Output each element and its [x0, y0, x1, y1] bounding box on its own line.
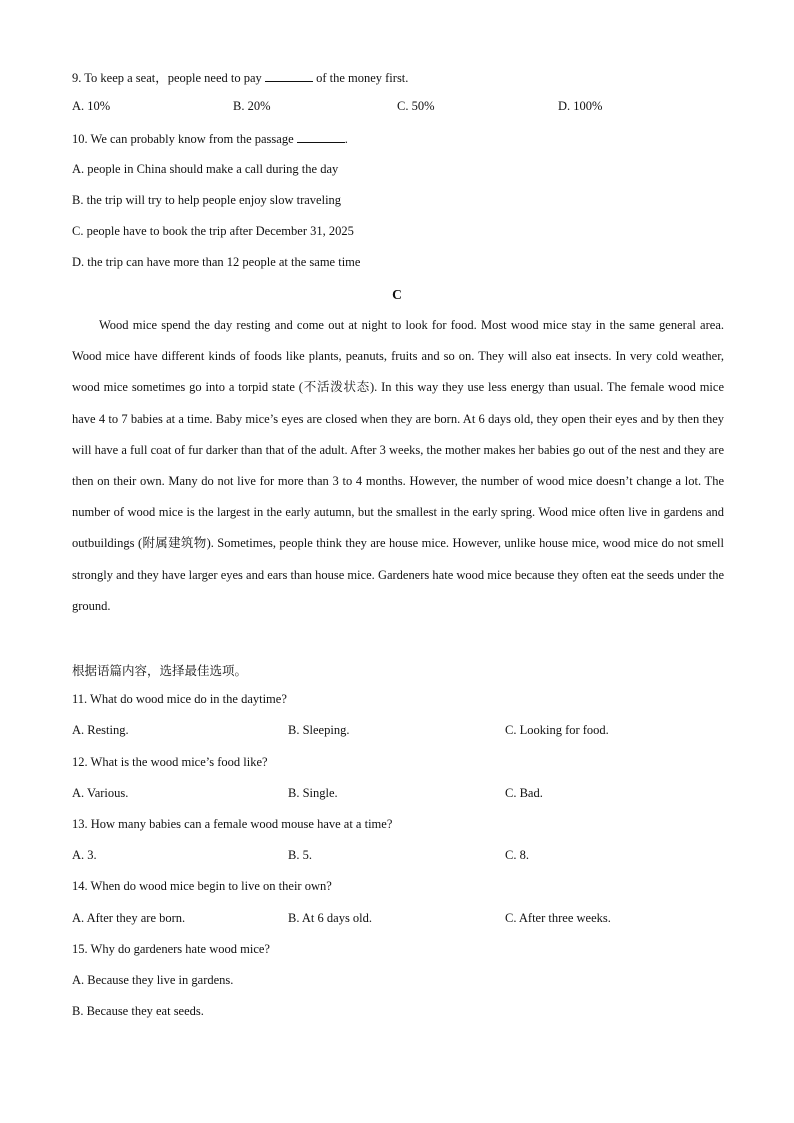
option-b: B. the trip will try to help people enjoy slow traveling — [72, 193, 342, 207]
question-10-prefix: 10. We can probably know from the passage — [72, 132, 294, 146]
question-14-stem: 14. When do wood mice begin to live on their own? — [72, 879, 332, 893]
option-a: A. Various. — [72, 786, 129, 800]
option-d: D. 100% — [558, 99, 603, 113]
question-14-options — [72, 911, 732, 927]
answer-blank — [265, 70, 313, 82]
reading-passage — [72, 310, 724, 622]
option-a: A. 3. — [72, 848, 97, 862]
option-b: B. Single. — [288, 786, 338, 800]
instruction-text: 根据语篇内容，选择最佳选项。 — [72, 664, 248, 678]
option-c: C. 50% — [397, 99, 435, 113]
option-c: C. 8. — [505, 848, 529, 862]
option-c: C. Looking for food. — [505, 723, 609, 737]
question-11-stem: 11. What do wood mice do in the daytime? — [72, 692, 287, 706]
option-b: B. 20% — [233, 99, 271, 113]
question-15-stem: 15. Why do gardeners hate wood mice? — [72, 942, 270, 956]
option-c: C. Bad. — [505, 786, 543, 800]
question-10-suffix: . — [344, 132, 348, 146]
option-a: A. 10% — [72, 99, 111, 113]
question-13-stem: 13. How many babies can a female wood mouse have at a time? — [72, 817, 393, 831]
question-12-stem: 12. What is the wood mice’s food like? — [72, 755, 268, 769]
answer-blank — [297, 131, 345, 143]
question-12-options — [72, 786, 732, 802]
question-9-prefix: 9. To keep a seat，people need to pay — [72, 71, 262, 85]
option-c: C. people have to book the trip after December 31, 2025 — [72, 224, 354, 238]
question-9-suffix: of the money first. — [316, 71, 409, 85]
passage-text: Wood mice spend the day resting and come out at night to look for food. Most wood mice stay in the same general area. Wood mice have different kinds of foods like plants, peanuts, fruits and so on. They will also eat insects. In very cold weather, wood mice sometimes go into a torpid state (不活泼状态). In this way they use less energy than usual. The female wood mice have 4 to 7 babies at a time. Baby mice’s eyes are closed when they are born. At 6 days old, they open their eyes and by then they will have a full coat of fur darker than that of the adult. After 3 weeks, the mother makes her babies go out of the nest and they are then on their own. Many do not live for more than 3 to 4 months. However, the number of wood mice doesn’t change a lot. The number of wood mice is the largest in the early autumn, but the smallest in the early spring. Wood mice often live in gardens and outbuildings (附属建筑物). Sometimes, people think they are house mice. However, unlike house mice, wood mice do not smell strongly and they have larger eyes and ears than house mice. Gardeners hate wood mice because they often eat the seeds under the ground. — [72, 318, 724, 613]
option-b: B. Sleeping. — [288, 723, 350, 737]
option-a: A. people in China should make a call during the day — [72, 162, 339, 176]
question-9-stem — [72, 68, 724, 86]
question-11-options — [72, 723, 732, 739]
question-10-stem — [72, 131, 724, 147]
option-b: B. 5. — [288, 848, 312, 862]
option-a: A. Resting. — [72, 723, 129, 737]
option-d: D. the trip can have more than 12 people at the same time — [72, 255, 361, 269]
option-b: B. At 6 days old. — [288, 911, 373, 925]
option-b: B. Because they eat seeds. — [72, 1004, 204, 1018]
option-a: A. After they are born. — [72, 911, 186, 925]
option-a: A. Because they live in gardens. — [72, 973, 234, 987]
section-title: C — [392, 287, 402, 302]
question-9-options — [72, 99, 732, 115]
option-c: C. After three weeks. — [505, 911, 611, 925]
question-13-options — [72, 848, 732, 864]
